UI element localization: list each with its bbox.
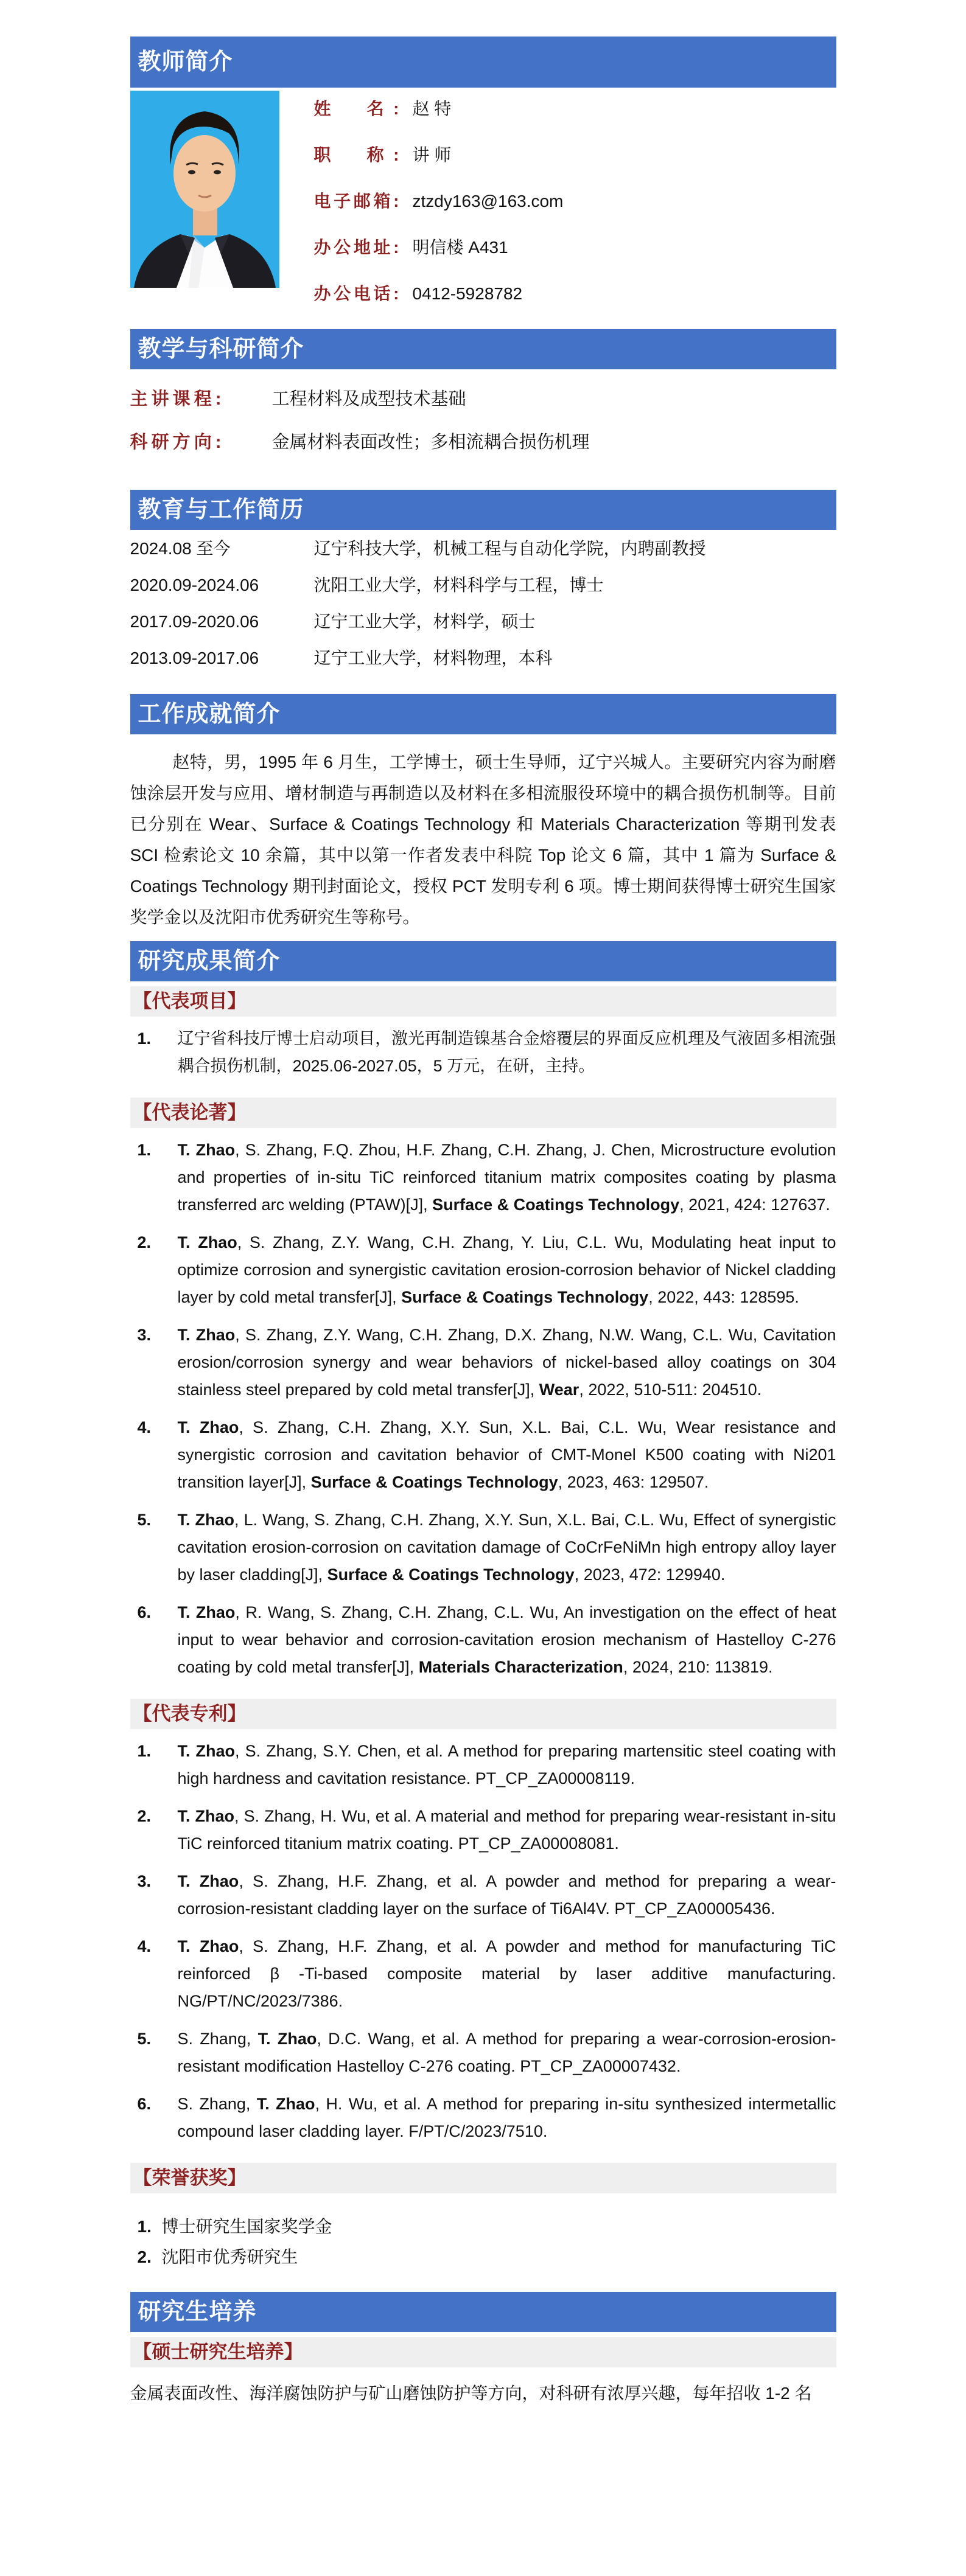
bio-paragraph: 赵特，男，1995 年 6 月生，工学博士，硕士生导师，辽宁兴城人。主要研究内容为耐磨蚀涂层开发与应用、增材制造与再制造以及材料在多相流服役环境中的耦合损伤机制等。目前已分别在 Wear、Surface & Coatings Technology 和 Materials Characterization 等期刊发表 SCI 检索论文 10 余篇，其中以第一作者发表中科院 Top 论文 6 篇，其中 1 篇为 Surface & Coatings Technology 期刊封面论文，授权 PCT 发明专利 6 项。博士期间获得博士研究生国家奖学金以及沈阳市优秀研究生等称号。 bbox=[130, 753, 836, 927]
item-number: 4. bbox=[137, 1937, 152, 1955]
item-text: 博士研究生国家奖学金 bbox=[161, 2217, 332, 2236]
field-label: 电子邮箱: bbox=[313, 192, 399, 211]
profile-field-row bbox=[314, 96, 564, 120]
section-header-education-work bbox=[130, 490, 836, 530]
item-text: Surface & Coatings Technology bbox=[432, 1196, 680, 1214]
item-text: T. Zhao bbox=[257, 2030, 317, 2048]
item-text: , 2022, 443: 128595. bbox=[648, 1288, 799, 1306]
item-number: 6. bbox=[137, 1603, 152, 1621]
section-title: 教育与工作简历 bbox=[138, 497, 304, 523]
section-title: 研究生培养 bbox=[138, 2299, 257, 2325]
field-label: 职 称: bbox=[313, 145, 399, 164]
subheading-masters-training bbox=[130, 2337, 836, 2367]
item-number: 5. bbox=[137, 1511, 152, 1529]
publication-item bbox=[130, 1599, 836, 1681]
timeline-row bbox=[130, 649, 836, 667]
item-number: 4. bbox=[137, 1418, 152, 1436]
item-text: T. Zhao bbox=[256, 2095, 315, 2113]
item-number: 1. bbox=[137, 1029, 152, 1048]
section-title: 工作成就简介 bbox=[138, 701, 281, 727]
publication-item bbox=[130, 1414, 836, 1496]
item-number: 6. bbox=[137, 2095, 152, 2113]
item-text: , 2022, 510-511: 204510. bbox=[579, 1380, 762, 1399]
section-header-research-results bbox=[130, 941, 836, 981]
item-text: , S. Zhang, F.Q. Zhou, H.F. Zhang, C.H. Zhang, J. Chen, Microstructure evolution and properties of in-situ TiC reinforced titanium matrix composites coating by plasma transferred arc welding (PTAW)[J], bbox=[177, 1141, 836, 1214]
subheading-patents bbox=[130, 1699, 836, 1729]
item-text: , R. Wang, S. Zhang, C.H. Zhang, C.L. Wu, An investigation on the effect of heat input to wear behavior and corrosion-cavitation erosion mechanism of Hastelloy C-276 coating by cold metal transfer[J], bbox=[177, 1603, 836, 1676]
profile-photo bbox=[130, 91, 279, 288]
patent-item bbox=[130, 2025, 836, 2080]
teaching-row bbox=[130, 385, 836, 410]
publication-item bbox=[130, 1321, 836, 1404]
field-label: 科研方向: bbox=[130, 433, 222, 452]
honor-item bbox=[130, 2218, 836, 2236]
timeline-period: 2013.09-2017.06 bbox=[130, 649, 259, 667]
item-text: , S. Zhang, C.H. Zhang, X.Y. Sun, X.L. Bai, C.L. Wu, Wear resistance and synergistic corrosion and cavitation behavior of CMT-Monel K500 coating with Ni201 transition layer[J], bbox=[177, 1418, 836, 1491]
section-header-achievements bbox=[130, 694, 836, 734]
item-text: , S. Zhang, S.Y. Chen, et al. A method for preparing martensitic steel coating with high hardness and cavitation resistance. PT_CP_ZA00008119. bbox=[177, 1742, 836, 1788]
item-text: , 2024, 210: 113819. bbox=[623, 1658, 773, 1676]
item-text: Surface & Coatings Technology bbox=[310, 1473, 558, 1491]
item-text: , S. Zhang, Z.Y. Wang, C.H. Zhang, D.X. Zhang, N.W. Wang, C.L. Wu, Cavitation erosion/corrosion synergy and wear behaviors of nickel-based alloy coatings on 304 stainless steel prepared by cold metal transfer[J], bbox=[177, 1326, 836, 1399]
section-title: 教师简介 bbox=[138, 49, 233, 75]
field-label: 姓 名: bbox=[313, 99, 399, 118]
item-text: , S. Zhang, H. Wu, et al. A material and method for preparing wear-resistant in-situ TiC reinforced titanium matrix coating. PT_CP_ZA00008081. bbox=[177, 1807, 836, 1853]
subheading-projects bbox=[130, 986, 836, 1017]
item-number: 5. bbox=[137, 2030, 152, 2048]
item-text: T. Zhao bbox=[177, 1511, 235, 1529]
profile-info bbox=[314, 91, 564, 327]
timeline-row bbox=[130, 576, 836, 594]
profile-field-row bbox=[314, 234, 564, 259]
item-text: T. Zhao bbox=[177, 1233, 237, 1251]
item-number: 3. bbox=[137, 1326, 152, 1344]
field-value: 赵 特 bbox=[412, 99, 452, 118]
patent-item bbox=[130, 1738, 836, 1792]
item-text: , 2023, 463: 129507. bbox=[558, 1473, 709, 1491]
timeline-description: 辽宁科技大学，机械工程与自动化学院，内聘副教授 bbox=[313, 539, 706, 558]
item-text: Wear bbox=[539, 1380, 579, 1399]
item-text: , S. Zhang, Z.Y. Wang, C.H. Zhang, Y. Liu, C.L. Wu, Modulating heat input to optimize corrosion and synergistic cavitation erosion-corrosion behavior of Nickel cladding layer by cold metal transfer[J], bbox=[177, 1233, 836, 1306]
section-header-graduate-training bbox=[130, 2292, 836, 2332]
item-text: T. Zhao bbox=[177, 1141, 236, 1159]
timeline-row bbox=[130, 540, 836, 558]
patent-item bbox=[130, 1868, 836, 1923]
timeline-period: 2020.09-2024.06 bbox=[130, 576, 259, 594]
field-value: ztzdy163@163.com bbox=[412, 192, 564, 211]
field-value: 讲 师 bbox=[412, 145, 452, 164]
item-text: T. Zhao bbox=[177, 1937, 239, 1955]
education-timeline bbox=[130, 530, 836, 694]
item-text: , 2021, 424: 127637. bbox=[679, 1196, 830, 1214]
subheading-label: 【代表专利】 bbox=[133, 1703, 247, 1724]
section-title: 教学与科研简介 bbox=[138, 336, 304, 362]
timeline-description: 沈阳工业大学，材料科学与工程，博士 bbox=[313, 576, 604, 594]
field-value: 明信楼 A431 bbox=[412, 238, 508, 257]
item-text: S. Zhang, bbox=[177, 2095, 257, 2113]
item-text: T. Zhao bbox=[177, 1326, 236, 1344]
publication-item bbox=[130, 1229, 836, 1311]
subheading-label: 【代表项目】 bbox=[133, 990, 247, 1012]
field-value: 0412-5928782 bbox=[412, 284, 523, 303]
patent-item bbox=[130, 2090, 836, 2145]
project-item bbox=[130, 1025, 836, 1080]
item-text: Surface & Coatings Technology bbox=[401, 1288, 649, 1306]
masters-training-text: 金属表面改性、海洋腐蚀防护与矿山磨蚀防护等方向，对科研有浓厚兴趣，每年招收 1-2 名 bbox=[130, 2384, 812, 2403]
person-avatar bbox=[130, 91, 279, 288]
item-text: T. Zhao bbox=[177, 1418, 239, 1436]
patent-item bbox=[130, 1933, 836, 2015]
item-text: 沈阳市优秀研究生 bbox=[161, 2247, 298, 2266]
honors-list bbox=[130, 2193, 836, 2292]
item-number: 1. bbox=[137, 1742, 152, 1760]
timeline-period: 2017.09-2020.06 bbox=[130, 612, 259, 631]
timeline-description: 辽宁工业大学，材料学，硕士 bbox=[313, 612, 536, 631]
profile-field-row bbox=[314, 188, 564, 212]
page-content bbox=[130, 0, 836, 2433]
item-text: , D.C. Wang, et al. A method for preparing a wear-corrosion-erosion-resistant modification Hastelloy C-276 coating. PT_CP_ZA00007432. bbox=[177, 2030, 836, 2075]
item-text: T. Zhao bbox=[177, 1742, 236, 1760]
item-text: , S. Zhang, H.F. Zhang, et al. A powder and method for preparing a wear-corrosion-resistant cladding layer on the surface of Ti6Al4V. PT_CP_ZA00005436. bbox=[177, 1872, 836, 1918]
subheading-label: 【硕士研究生培养】 bbox=[133, 2341, 303, 2362]
subheading-honors bbox=[130, 2163, 836, 2193]
item-number: 1. bbox=[137, 2217, 152, 2236]
item-text: Materials Characterization bbox=[418, 1658, 623, 1676]
field-value: 工程材料及成型技术基础 bbox=[271, 389, 466, 409]
item-text: Surface & Coatings Technology bbox=[327, 1565, 575, 1584]
section-title: 研究成果简介 bbox=[138, 949, 281, 974]
item-text: , 2023, 472: 129940. bbox=[574, 1565, 726, 1584]
item-text: S. Zhang, bbox=[177, 2030, 258, 2048]
projects-list bbox=[130, 1017, 836, 1093]
profile-field-row bbox=[314, 142, 564, 166]
timeline-row bbox=[130, 613, 836, 631]
item-number: 2. bbox=[137, 1233, 152, 1251]
teaching-section bbox=[130, 369, 836, 490]
honor-item bbox=[130, 2248, 836, 2266]
item-text: T. Zhao bbox=[177, 1872, 239, 1890]
publication-item bbox=[130, 1137, 836, 1219]
section-header-teacher-intro bbox=[130, 37, 836, 88]
section-header-teaching-research bbox=[130, 329, 836, 369]
teaching-row bbox=[130, 428, 836, 453]
field-label: 办公电话: bbox=[313, 284, 399, 303]
publications-list bbox=[130, 1128, 836, 1694]
item-number: 2. bbox=[137, 2247, 152, 2266]
item-text: , L. Wang, S. Zhang, C.H. Zhang, X.Y. Sun, X.L. Bai, C.L. Wu, Effect of synergistic cavitation erosion-corrosion on cavitation damage of CoCrFeNiMn high entropy alloy layer by laser cladding[J], bbox=[177, 1511, 836, 1584]
subheading-publications bbox=[130, 1098, 836, 1128]
publication-item bbox=[130, 1506, 836, 1589]
item-text: 辽宁省科技厅博士启动项目，激光再制造镍基合金熔覆层的界面反应机理及气液固多相流强耦合损伤机制，2025.06-2027.05，5 万元，在研，主持。 bbox=[177, 1029, 836, 1075]
item-text: , H. Wu, et al. A method for preparing in-situ synthesized intermetallic compound laser cladding layer. F/PT/C/2023/7510. bbox=[177, 2095, 836, 2140]
subheading-label: 【代表论著】 bbox=[133, 1102, 247, 1123]
item-number: 3. bbox=[137, 1872, 152, 1890]
item-text: T. Zhao bbox=[177, 1603, 236, 1621]
profile-section bbox=[130, 88, 836, 329]
patents-list bbox=[130, 1729, 836, 2158]
patent-item bbox=[130, 1803, 836, 1857]
field-value: 金属材料表面改性；多相流耦合损伤机理 bbox=[271, 433, 590, 452]
field-label: 办公地址: bbox=[313, 238, 399, 257]
item-text: , S. Zhang, H.F. Zhang, et al. A powder and method for manufacturing TiC reinforced β -Ti-based composite material by laser additive manufacturing. NG/PT/NC/2023/7386. bbox=[177, 1937, 836, 2010]
item-number: 1. bbox=[137, 1141, 152, 1159]
field-label: 主讲课程: bbox=[130, 389, 222, 409]
subheading-label: 【荣誉获奖】 bbox=[133, 2167, 247, 2188]
timeline-period: 2024.08 至今 bbox=[130, 539, 231, 558]
item-number: 2. bbox=[137, 1807, 152, 1825]
timeline-description: 辽宁工业大学，材料物理，本科 bbox=[313, 649, 553, 667]
item-text: T. Zhao bbox=[177, 1807, 235, 1825]
profile-field-row bbox=[314, 280, 564, 305]
